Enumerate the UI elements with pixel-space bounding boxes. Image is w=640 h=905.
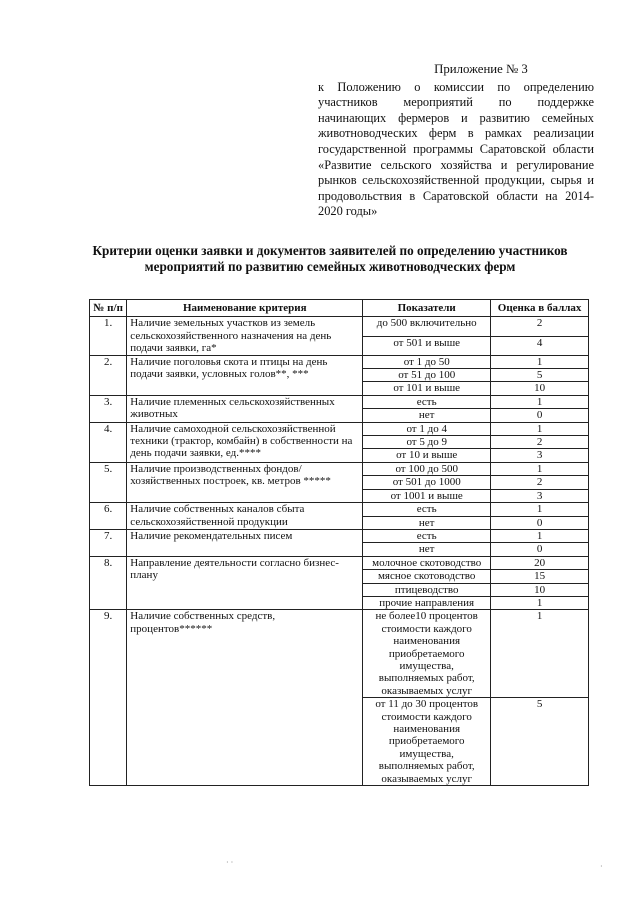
indicator-value: молочное скотоводство <box>363 556 491 569</box>
score-value: 2 <box>491 436 589 449</box>
criterion-name: Наличие племенных сельскохозяйственных животных <box>127 395 363 422</box>
score-value: 10 <box>491 583 589 596</box>
indicator-value: есть <box>363 529 491 542</box>
indicator-value: от 1001 и выше <box>363 489 491 502</box>
score-value: 5 <box>491 698 589 786</box>
indicator-value: нет <box>363 543 491 556</box>
indicator-value: от 11 до 30 процентов стоимости каждого наименования приобретаемого имущества, выполняемых работ, оказываемых услуг <box>363 698 491 786</box>
score-value: 1 <box>491 596 589 609</box>
score-value: 3 <box>491 489 589 502</box>
indicator-value: птицеводство <box>363 583 491 596</box>
criterion-name: Наличие собственных средств, процентов****** <box>127 610 363 786</box>
indicator-value: от 5 до 9 <box>363 436 491 449</box>
indicator-value: до 500 включительно <box>363 317 491 336</box>
criterion-name: Наличие рекомендательных писем <box>127 529 363 556</box>
criterion-number: 5. <box>90 462 127 502</box>
table-row <box>90 317 589 336</box>
header-criterion: Наименование критерия <box>127 300 363 317</box>
criteria-table <box>89 299 589 786</box>
scan-mark: · <box>600 862 603 871</box>
table-row <box>90 503 589 516</box>
score-value: 20 <box>491 556 589 569</box>
table-row <box>90 529 589 542</box>
criterion-name: Наличие собственных каналов сбыта сельскохозяйственной продукции <box>127 503 363 530</box>
indicator-value: от 10 и выше <box>363 449 491 462</box>
criterion-name: Наличие самоходной сельскохозяйственной техники (трактор, комбайн) в собственности на день подачи заявки, ед.**** <box>127 422 363 462</box>
score-value: 1 <box>491 355 589 368</box>
score-value: 1 <box>491 462 589 475</box>
criterion-name: Направление деятельности согласно бизнес-плану <box>127 556 363 610</box>
table-row <box>90 355 589 368</box>
criterion-number: 1. <box>90 317 127 355</box>
table-row <box>90 610 589 698</box>
table-row <box>90 422 589 435</box>
criterion-name: Наличие земельных участков из земель сельскохозяйственного назначения на день подачи заявки, га* <box>127 317 363 355</box>
appendix-text: к Положению о комиссии по определению участников мероприятий по поддержке начинающих фермеров и развитию семейных животноводческих ферм в рамках реализации государственной программы Саратовской области «Развитие сельского хозяйства и регулирование рынков сельскохозяйственной продукции, сырья и продовольствия в Саратовской области на 2014-2020 годы» <box>318 79 594 219</box>
indicator-value: есть <box>363 503 491 516</box>
indicator-value: есть <box>363 395 491 408</box>
criterion-number: 7. <box>90 529 127 556</box>
indicator-value: нет <box>363 516 491 529</box>
score-value: 2 <box>491 317 589 336</box>
criterion-number: 4. <box>90 422 127 462</box>
criterion-number: 6. <box>90 503 127 530</box>
criteria-table-body <box>90 317 589 786</box>
score-value: 5 <box>491 369 589 382</box>
header-number: № п/п <box>90 300 127 317</box>
score-value: 10 <box>491 382 589 395</box>
indicator-value: от 1 до 50 <box>363 355 491 368</box>
indicator-value: от 51 до 100 <box>363 369 491 382</box>
header-indicators: Показатели <box>363 300 491 317</box>
indicator-value: прочие направления <box>363 596 491 609</box>
appendix-number: Приложение № 3 <box>434 62 528 76</box>
score-value: 1 <box>491 395 589 408</box>
header-score: Оценка в баллах <box>491 300 589 317</box>
indicator-value: не более10 процентов стоимости каждого наименования приобретаемого имущества, выполняемых работ, оказываемых услуг <box>363 610 491 698</box>
criterion-number: 8. <box>90 556 127 610</box>
score-value: 1 <box>491 529 589 542</box>
score-value: 1 <box>491 610 589 698</box>
indicator-value: от 501 до 1000 <box>363 476 491 489</box>
indicator-value: от 501 и выше <box>363 336 491 355</box>
criterion-number: 9. <box>90 610 127 786</box>
score-value: 0 <box>491 543 589 556</box>
score-value: 2 <box>491 476 589 489</box>
criterion-number: 2. <box>90 355 127 395</box>
criterion-name: Наличие поголовья скота и птицы на день подачи заявки, условных голов**, *** <box>127 355 363 395</box>
document-title: Критерии оценки заявки и документов заявителей по определению участников мероприятий по развитию семейных животноводческих ферм <box>92 243 568 274</box>
score-value: 1 <box>491 422 589 435</box>
indicator-value: мясное скотоводство <box>363 570 491 583</box>
score-value: 15 <box>491 570 589 583</box>
criterion-name: Наличие производственных фондов/ хозяйственных построек, кв. метров ***** <box>127 462 363 502</box>
score-value: 1 <box>491 503 589 516</box>
appendix-block <box>318 62 594 220</box>
indicator-value: от 101 и выше <box>363 382 491 395</box>
scan-mark: · · <box>226 858 234 867</box>
indicator-value: нет <box>363 409 491 422</box>
score-value: 0 <box>491 409 589 422</box>
score-value: 3 <box>491 449 589 462</box>
table-row <box>90 556 589 569</box>
table-row <box>90 395 589 408</box>
score-value: 4 <box>491 336 589 355</box>
indicator-value: от 1 до 4 <box>363 422 491 435</box>
score-value: 0 <box>491 516 589 529</box>
indicator-value: от 100 до 500 <box>363 462 491 475</box>
table-row <box>90 462 589 475</box>
criterion-number: 3. <box>90 395 127 422</box>
table-header-row <box>90 300 589 317</box>
